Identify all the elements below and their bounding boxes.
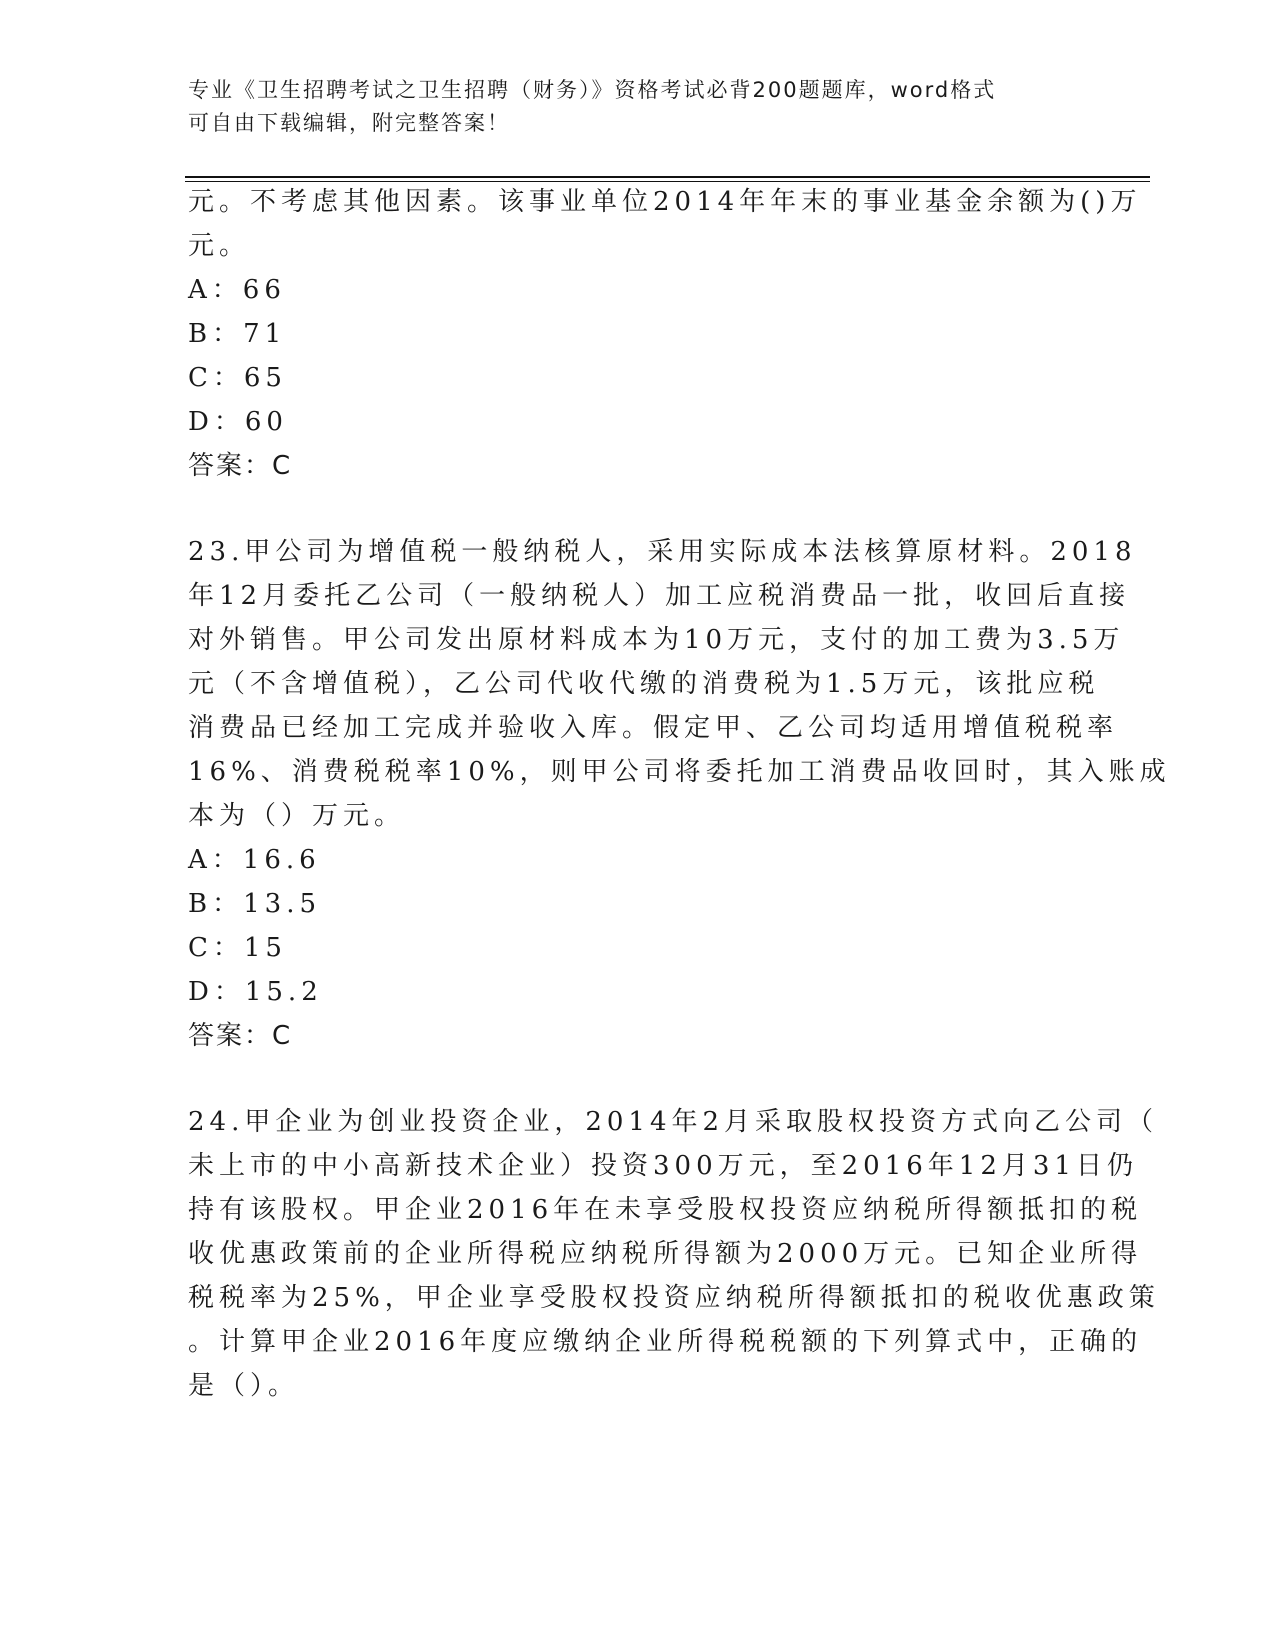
question-text-line: 23.甲公司为增值税一般纳税人，采用实际成本法核算原材料。2018 (188, 537, 1137, 567)
question-text-line: 持有该股权。甲企业2016年在未享受股权投资应纳税所得额抵扣的税 (188, 1195, 1143, 1225)
header-line-1: 专业《卫生招聘考试之卫生招聘（财务）》资格考试必背200题题库，word格式 (188, 78, 997, 102)
option-b: B：71 (188, 319, 287, 349)
option-a: A：16.6 (188, 845, 321, 875)
page-header (188, 74, 1068, 140)
question-text-line: 对外销售。甲公司发出原材料成本为10万元，支付的加工费为3.5万 (188, 625, 1125, 655)
question-text-line: 消费品已经加工完成并验收入库。假定甲、乙公司均适用增值税税率 (188, 713, 1119, 743)
question-text-line: 元。 (188, 231, 251, 261)
option-d: D：60 (188, 407, 288, 437)
option-c: C：15 (188, 933, 287, 963)
header-line-2: 可自由下载编辑，附完整答案！ (188, 111, 510, 135)
answer-line: 答案：C (188, 451, 293, 481)
question-text-line: 年12月委托乙公司（一般纳税人）加工应税消费品一批，收回后直接 (188, 581, 1131, 611)
option-d: D：15.2 (188, 977, 323, 1007)
option-a: A：66 (188, 275, 286, 305)
question-text-line: 24.甲企业为创业投资企业，2014年2月采取股权投资方式向乙公司（ (188, 1107, 1159, 1137)
question-text-line: 未上市的中小高新技术企业）投资300万元，至2016年12月31日仍 (188, 1151, 1138, 1181)
question-text-line: 16%、消费税税率10%，则甲公司将委托加工消费品收回时，其入账成 (188, 757, 1171, 787)
question-text-line: 税税率为25%，甲企业享受股权投资应纳税所得额抵扣的税收优惠政策 (188, 1283, 1160, 1313)
question-text-line: 本为（）万元。 (188, 801, 406, 831)
question-text-line: 是（）。 (188, 1371, 300, 1401)
option-b: B：13.5 (188, 889, 321, 919)
option-c: C：65 (188, 363, 287, 393)
header-divider-thick (185, 176, 1150, 178)
answer-line: 答案：C (188, 1021, 293, 1051)
question-text-line: 元。不考虑其他因素。该事业单位2014年年末的事业基金余额为()万 (188, 187, 1142, 217)
question-text-line: 。计算甲企业2016年度应缴纳企业所得税税额的下列算式中，正确的 (188, 1327, 1143, 1357)
header-divider-thin (185, 181, 1150, 182)
question-text-line: 元（不含增值税），乙公司代收代缴的消费税为1.5万元，该批应税 (188, 669, 1100, 699)
question-text-line: 收优惠政策前的企业所得税应纳税所得额为2000万元。已知企业所得 (188, 1239, 1143, 1269)
